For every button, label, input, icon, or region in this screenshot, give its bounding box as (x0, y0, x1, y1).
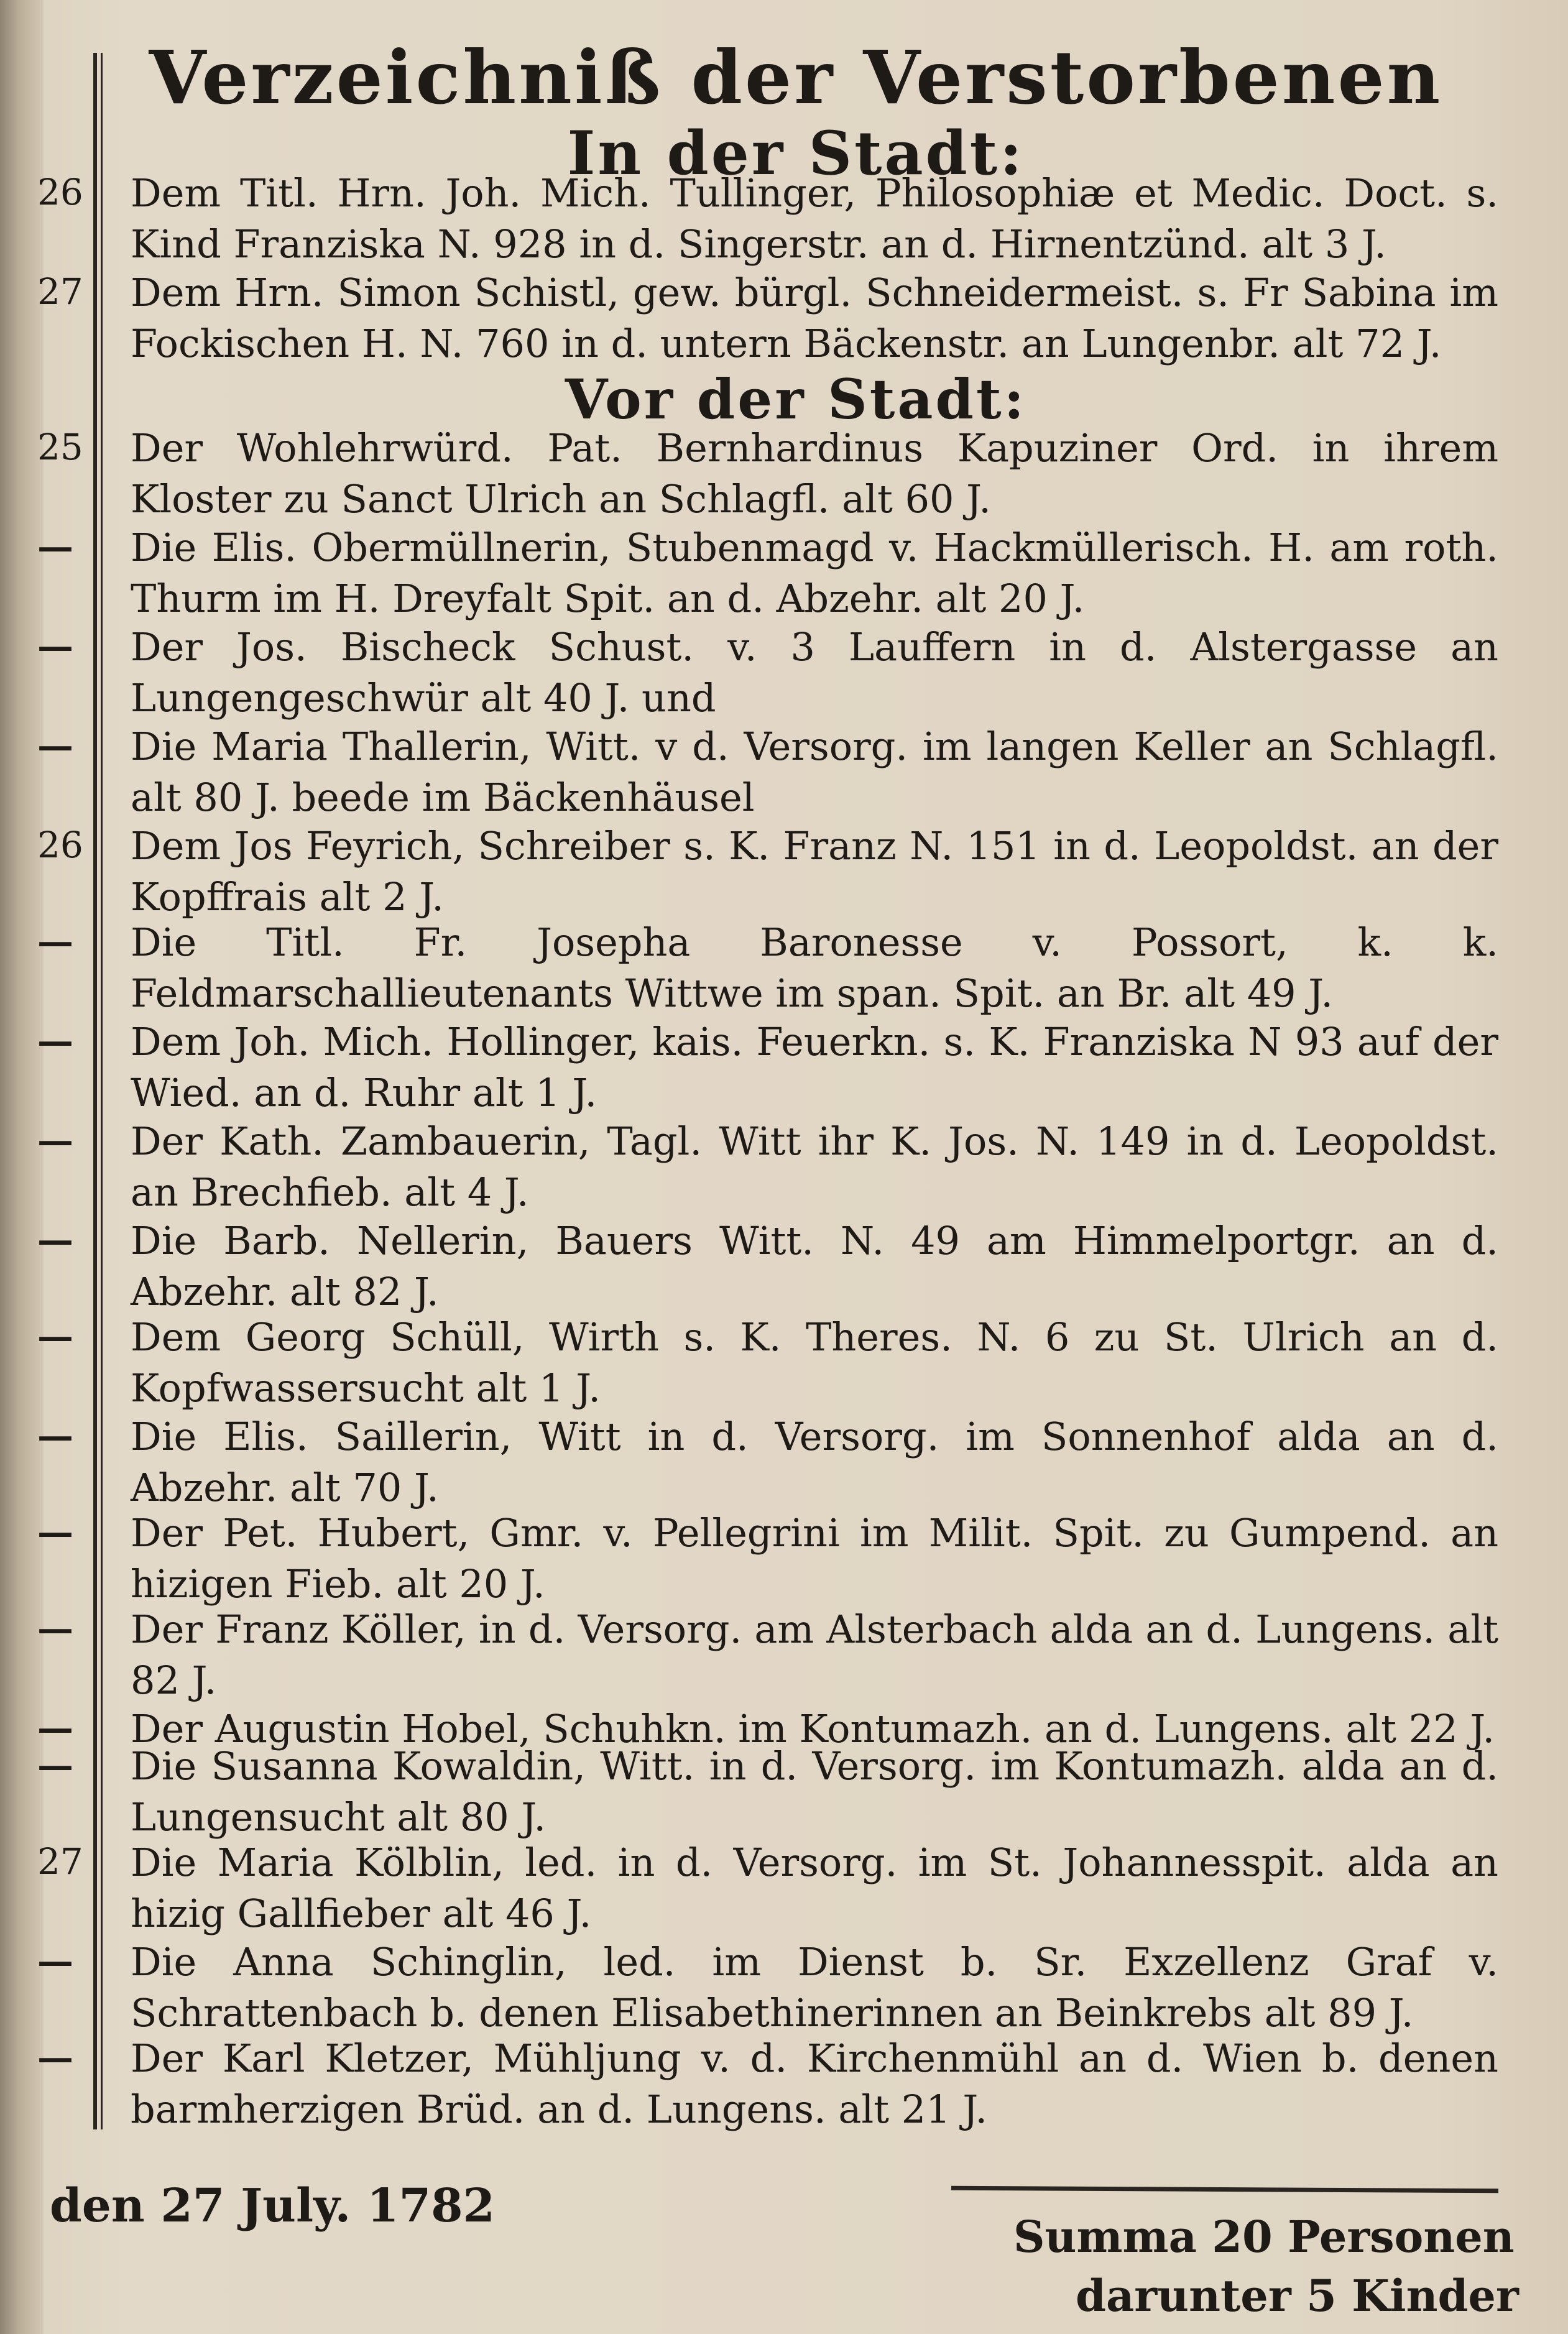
page-title: Verzeichniß der Verstorbenen (149, 34, 1443, 121)
entry-date-marker: 27 (37, 270, 83, 313)
entry-date-marker: — (37, 1511, 73, 1553)
entry-date-marker: 27 (37, 1840, 83, 1883)
death-entry: Die Elis. Obermüllnerin, Stubenmagd v. Hackmüllerisch. H. am roth. Thurm im H. Dreyfalt Spit. an d. Abzehr. alt 20 J. (131, 525, 1498, 621)
entry-date-marker: — (37, 625, 73, 667)
death-entry: Der Jos. Bischeck Schust. v. 3 Lauffern in d. Alstergasse an Lungengeschwür alt 40 J. und (131, 624, 1498, 721)
section-heading-city: In der Stadt: (567, 118, 1025, 188)
entry-date-marker: — (37, 2036, 73, 2078)
death-entry: Der Augustin Hobel, Schuhkn. im Kontumazh. an d. Lungens. alt 22 J. (131, 1706, 1495, 1751)
death-entry: Die Anna Schinglin, led. im Dienst b. Sr. Exzellenz Graf v. Schrattenbach b. denen Elisabethinerinnen an Beinkrebs alt 89 J. (131, 1939, 1498, 2036)
binding-edge (0, 0, 44, 2334)
entry-date-marker: — (37, 1414, 73, 1457)
footer-summa: Summa 20 Personen (1013, 2211, 1515, 2263)
footer-children: darunter 5 Kinder (1076, 2270, 1519, 2322)
entry-date-marker: — (37, 1020, 73, 1062)
death-entry: Die Maria Kölblin, led. in d. Versorg. im St. Johannesspit. alda an hizig Gallfieber alt 46 J. (131, 1840, 1498, 1936)
death-entry: Der Pet. Hubert, Gmr. v. Pellegrini im Milit. Spit. zu Gumpend. an hizigen Fieb. alt 20 J. (131, 1510, 1498, 1607)
death-entry: Dem Joh. Mich. Hollinger, kais. Feuerkn. s. K. Franziska N 93 auf der Wied. an d. Ruhr alt 1 J. (131, 1019, 1498, 1115)
entry-date-marker: — (37, 1940, 73, 1982)
entry-date-marker: 25 (37, 426, 83, 468)
entry-date-marker: 26 (37, 171, 83, 213)
entry-date-marker: — (37, 525, 73, 568)
death-entry: Die Titl. Fr. Josepha Baronesse v. Possort, k. k. Feldmarschallieutenants Wittwe im span. Spit. an Br. alt 49 J. (131, 920, 1498, 1016)
death-entry: Dem Georg Schüll, Wirth s. K. Theres. N. 6 zu St. Ulrich an d. Kopfwassersucht alt 1 J. (131, 1314, 1498, 1411)
footer-date: den 27 July. 1782 (50, 2179, 496, 2233)
entry-date-marker: — (37, 724, 73, 767)
death-entry: Dem Jos Feyrich, Schreiber s. K. Franz N. 151 in d. Leopoldst. an der Kopffrais alt 2 J. (131, 823, 1498, 920)
margin-rule (93, 53, 97, 2129)
death-entry: Die Elis. Saillerin, Witt in d. Versorg. im Sonnenhof alda an d. Abzehr. alt 70 J. (131, 1414, 1498, 1510)
death-entry: Dem Hrn. Simon Schistl, gew. bürgl. Schneidermeist. s. Fr Sabina im Fockischen H. N. 760 in d. untern Bäckenstr. an Lungenbr. alt 72 J. (131, 270, 1498, 366)
entry-date-marker: — (37, 1315, 73, 1357)
entry-date-marker: — (37, 1219, 73, 1261)
footer-summary (1013, 2207, 1519, 2325)
section-heading-suburb: Vor der Stadt: (565, 367, 1027, 431)
death-entry: Die Maria Thallerin, Witt. v d. Versorg. im langen Keller an Schlagfl. alt 80 J. beede im Bäckenhäusel (131, 724, 1498, 820)
entry-date-marker: — (37, 1744, 73, 1786)
entry-date-marker: — (37, 1707, 73, 1749)
death-entry: Der Franz Köller, in d. Versorg. am Alsterbach alda an d. Lungens. alt 82 J. (131, 1607, 1498, 1703)
entry-date-marker: — (37, 920, 73, 962)
entry-date-marker: 26 (37, 824, 83, 866)
margin-rule-inner (101, 53, 103, 2129)
death-entry: Der Wohlehrwürd. Pat. Bernhardinus Kapuziner Ord. in ihrem Kloster zu Sanct Ulrich an Schlagfl. alt 60 J. (131, 425, 1498, 522)
death-entry: Die Barb. Nellerin, Bauers Witt. N. 49 am Himmelportgr. an d. Abzehr. alt 82 J. (131, 1218, 1498, 1314)
entry-date-marker: — (37, 1607, 73, 1649)
death-entry: Der Kath. Zambauerin, Tagl. Witt ihr K. Jos. N. 149 in d. Leopoldst. an Brechfieb. alt 4 J. (131, 1119, 1498, 1215)
entry-date-marker: — (37, 1119, 73, 1161)
death-entry: Dem Titl. Hrn. Joh. Mich. Tullinger, Philosophiæ et Medic. Doct. s. Kind Franziska N. 928 in d. Singerstr. an d. Hirnentzünd. alt 3 J. (131, 170, 1498, 267)
death-entry: Die Susanna Kowaldin, Witt. in d. Versorg. im Kontumazh. alda an d. Lungensucht alt 80 J. (131, 1743, 1498, 1840)
death-entry: Der Karl Kletzer, Mühljung v. d. Kirchenmühl an d. Wien b. denen barmherzigen Brüd. an d. Lungens. alt 21 J. (131, 2036, 1498, 2132)
